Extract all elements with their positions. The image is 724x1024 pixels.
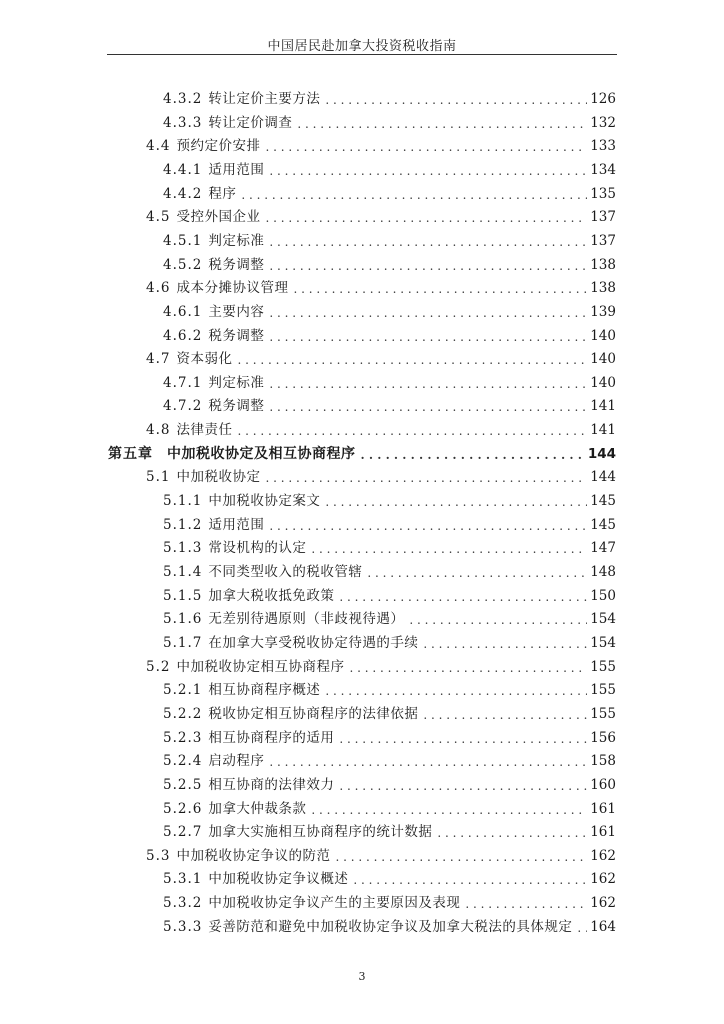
toc-entry-page: 156 [590, 729, 616, 746]
toc-entry-title: 中加税收协定 [176, 469, 261, 486]
dot-leader [577, 920, 587, 936]
toc-entry-title: 中加税收协定争议产生的主要原因及表现 [208, 895, 461, 912]
toc-entry [146, 656, 616, 676]
dot-leader [269, 376, 587, 392]
dot-leader [265, 470, 587, 486]
toc-entry-number: 5.3.1 [163, 871, 203, 888]
toc-entry-page: 132 [590, 114, 616, 131]
toc-entry-page: 140 [590, 327, 616, 344]
toc-chapter-entry [108, 443, 616, 463]
toc-entry [146, 466, 616, 486]
dot-leader [237, 352, 587, 368]
toc-entry-title: 成本分摊协议管理 [176, 280, 289, 297]
toc-entry-number: 5.3.2 [163, 895, 203, 912]
dot-leader [437, 825, 587, 841]
toc-entry-title: 适用范围 [208, 516, 265, 533]
toc-entry [163, 561, 616, 581]
dot-leader [349, 660, 587, 676]
toc-entry [163, 230, 616, 250]
toc-entry-page: 160 [590, 776, 616, 793]
toc-entry-title: 税收协定相互协商程序的法律依据 [208, 705, 419, 722]
toc-entry [163, 254, 616, 274]
toc-entry-number: 4.5 [146, 209, 171, 226]
toc-entry [146, 277, 616, 297]
toc-entry [163, 868, 616, 888]
toc-entry-number: 4.4.1 [163, 161, 203, 178]
toc-entry-number: 5.1.5 [163, 587, 203, 604]
toc-entry [146, 206, 616, 226]
toc-entry [163, 88, 616, 108]
toc-entry-title: 中加税收协定案文 [208, 493, 321, 510]
toc-entry-title: 中加税收协定争议概述 [208, 871, 349, 888]
toc-entry [163, 325, 616, 345]
dot-leader [423, 707, 587, 723]
toc-entry [163, 774, 616, 794]
dot-leader [423, 636, 587, 652]
toc-entry-page: 155 [590, 705, 616, 722]
toc-entry-number: 5.2.2 [163, 705, 203, 722]
toc-entry-page: 141 [590, 398, 616, 415]
toc-entry-page: 162 [590, 871, 616, 888]
toc-entry [146, 348, 616, 368]
toc-entry [163, 798, 616, 818]
toc-entry-number: 4.8 [146, 422, 171, 439]
toc-entry-page: 150 [590, 587, 616, 604]
toc-entry-page: 145 [590, 493, 616, 510]
toc-entry-page: 162 [590, 895, 616, 912]
toc-entry-page: 144 [587, 445, 616, 462]
toc-entry [163, 821, 616, 841]
dot-leader [269, 258, 587, 274]
toc-entry-page: 144 [590, 469, 616, 486]
toc-entry-number: 5.1.1 [163, 493, 203, 510]
toc-entry-number: 4.6.2 [163, 327, 203, 344]
toc-entry-title: 中加税收协定相互协商程序 [176, 658, 345, 675]
dot-leader [311, 541, 587, 557]
toc-entry-title: 程序 [208, 185, 237, 202]
toc-entry-page: 155 [590, 682, 616, 699]
toc-entry-title: 税务调整 [208, 327, 265, 344]
toc-entry [163, 916, 616, 936]
dot-leader [361, 447, 585, 463]
toc-entry-number: 5.3 [146, 847, 171, 864]
toc-entry-number: 4.4 [146, 138, 171, 155]
toc-entry-number: 4.3.3 [163, 114, 203, 131]
toc-entry-number: 4.7 [146, 351, 171, 368]
toc-entry-number: 5.2.1 [163, 682, 203, 699]
toc-entry [163, 490, 616, 510]
toc-entry-number: 4.5.1 [163, 232, 203, 249]
toc-entry [163, 112, 616, 132]
toc-entry-page: 126 [590, 91, 616, 107]
page-number: 3 [358, 970, 366, 983]
toc-entry [163, 183, 616, 203]
dot-leader [325, 494, 587, 510]
toc-entry-number: 5.2 [146, 658, 171, 675]
toc-entry [163, 537, 616, 557]
toc-entry-page: 162 [590, 847, 616, 864]
dot-leader [265, 210, 587, 226]
toc-entry [163, 750, 616, 770]
toc-entry-title: 加拿大税收抵免政策 [208, 587, 335, 604]
toc-entry-title: 相互协商程序的适用 [208, 729, 335, 746]
toc-entry-title: 判定标准 [208, 232, 265, 249]
header-divider [107, 54, 617, 55]
toc-entry-page: 140 [590, 374, 616, 391]
toc-entry-title: 启动程序 [208, 753, 265, 770]
toc-entry-page: 137 [590, 209, 616, 226]
toc-entry-number: 4.6.1 [163, 303, 203, 320]
toc-entry-title: 资本弱化 [176, 351, 233, 368]
toc-entry-title: 转让定价主要方法 [208, 91, 321, 107]
dot-leader [269, 305, 587, 321]
toc-entry [146, 419, 616, 439]
toc-entry-page: 155 [590, 658, 616, 675]
toc-entry [146, 845, 616, 865]
toc-entry-title: 相互协商的法律效力 [208, 776, 335, 793]
toc-entry [163, 585, 616, 605]
toc-entry-title: 税务调整 [208, 256, 265, 273]
dot-leader [353, 872, 587, 888]
dot-leader [269, 518, 587, 534]
toc-entry-page: 164 [590, 918, 616, 935]
toc-entry-title: 妥善防范和避免中加税收协定争议及加拿大税法的具体规定 [208, 918, 573, 935]
toc-entry [163, 608, 616, 628]
toc-entry-number: 5.2.5 [163, 776, 203, 793]
toc-entry-number: 4.3.2 [163, 91, 203, 107]
dot-leader [339, 589, 587, 605]
toc-entry [163, 679, 616, 699]
toc-entry [163, 301, 616, 321]
toc-entry-number: 4.7.1 [163, 374, 203, 391]
toc-entry-number: 5.1.4 [163, 564, 203, 580]
toc-entry-title: 不同类型收入的税收管辖 [208, 564, 363, 580]
dot-leader [325, 92, 587, 108]
toc-entry-title: 税务调整 [208, 398, 265, 415]
toc-entry-number: 4.5.2 [163, 256, 203, 273]
toc-entry-title: 常设机构的认定 [208, 540, 307, 557]
dot-leader [269, 399, 587, 415]
toc-entry [163, 395, 616, 415]
dot-leader [237, 423, 587, 439]
dot-leader [269, 234, 587, 250]
toc-entry-page: 154 [590, 634, 616, 651]
dot-leader [265, 139, 587, 155]
dot-leader [297, 116, 587, 132]
toc-entry-number: 5.1.7 [163, 634, 203, 651]
toc-entry-title: 相互协商程序概述 [208, 682, 321, 699]
toc-entry-page: 145 [590, 516, 616, 533]
toc-entry-number: 5.3.3 [163, 918, 203, 935]
toc-entry-title: 中加税收协定争议的防范 [176, 847, 331, 864]
toc-entry-page: 138 [590, 280, 616, 297]
toc-entry-number: 5.2.6 [163, 800, 203, 817]
toc-entry-number: 5.1.2 [163, 516, 203, 533]
toc-entry-page: 141 [590, 422, 616, 439]
toc-entry-number: 第五章 [108, 445, 153, 462]
toc-entry-page: 134 [590, 161, 616, 178]
toc-entry-title: 加拿大实施相互协商程序的统计数据 [208, 824, 433, 841]
dot-leader [409, 612, 587, 628]
toc-entry-title: 法律责任 [176, 422, 233, 439]
toc-entry [163, 514, 616, 534]
toc-entry-page: 148 [590, 564, 616, 580]
toc-entry-number: 5.2.3 [163, 729, 203, 746]
dot-leader [269, 329, 587, 345]
toc-entry [163, 632, 616, 652]
toc-entry-number: 4.7.2 [163, 398, 203, 415]
toc-entry-page: 138 [590, 256, 616, 273]
toc-entry-title: 中加税收协定及相互协商程序 [167, 445, 356, 462]
toc-entry-page: 140 [590, 351, 616, 368]
toc-entry-page: 154 [590, 611, 616, 628]
toc-entry [163, 159, 616, 179]
dot-leader [335, 849, 587, 865]
toc-entry-page: 133 [590, 138, 616, 155]
toc-entry-title: 预约定价安排 [176, 138, 261, 155]
toc-entry-number: 5.2.7 [163, 824, 203, 841]
dot-leader [293, 281, 587, 297]
toc-entry-title: 适用范围 [208, 161, 265, 178]
dot-leader [241, 187, 587, 203]
dot-leader [311, 802, 587, 818]
toc-entry [163, 892, 616, 912]
toc-entry [146, 135, 616, 155]
toc-entry-title: 受控外国企业 [176, 209, 261, 226]
toc-entry [163, 727, 616, 747]
dot-leader [269, 163, 587, 179]
dot-leader [339, 778, 587, 794]
toc-entry [163, 703, 616, 723]
toc-entry-title: 加拿大仲裁条款 [208, 800, 307, 817]
toc-entry-number: 5.1.6 [163, 611, 203, 628]
toc-entry-number: 5.1.3 [163, 540, 203, 557]
toc-entry-page: 158 [590, 753, 616, 770]
toc-entry-number: 5.2.4 [163, 753, 203, 770]
toc-entry-page: 161 [590, 800, 616, 817]
dot-leader [269, 754, 587, 770]
toc-entry-title: 无差别待遇原则（非歧视待遇） [208, 611, 405, 628]
toc-entry-page: 137 [590, 232, 616, 249]
running-header: 中国居民赴加拿大投资税收指南 [267, 39, 457, 54]
dot-leader [465, 896, 587, 912]
toc-entry-title: 主要内容 [208, 303, 265, 320]
toc-entry-title: 判定标准 [208, 374, 265, 391]
toc-entry-page: 147 [590, 540, 616, 557]
dot-leader [325, 683, 587, 699]
toc-entry-page: 161 [590, 824, 616, 841]
dot-leader [339, 731, 587, 747]
toc-entry-title: 转让定价调查 [208, 114, 293, 131]
toc-entry [163, 372, 616, 392]
dot-leader [367, 565, 587, 581]
toc-entry-number: 4.6 [146, 280, 171, 297]
toc-entry-page: 139 [590, 303, 616, 320]
toc-entry-page: 135 [590, 185, 616, 202]
toc-entry-number: 5.1 [146, 469, 171, 486]
toc-entry-number: 4.4.2 [163, 185, 203, 202]
toc-entry-title: 在加拿大享受税收协定待遇的手续 [208, 634, 419, 651]
